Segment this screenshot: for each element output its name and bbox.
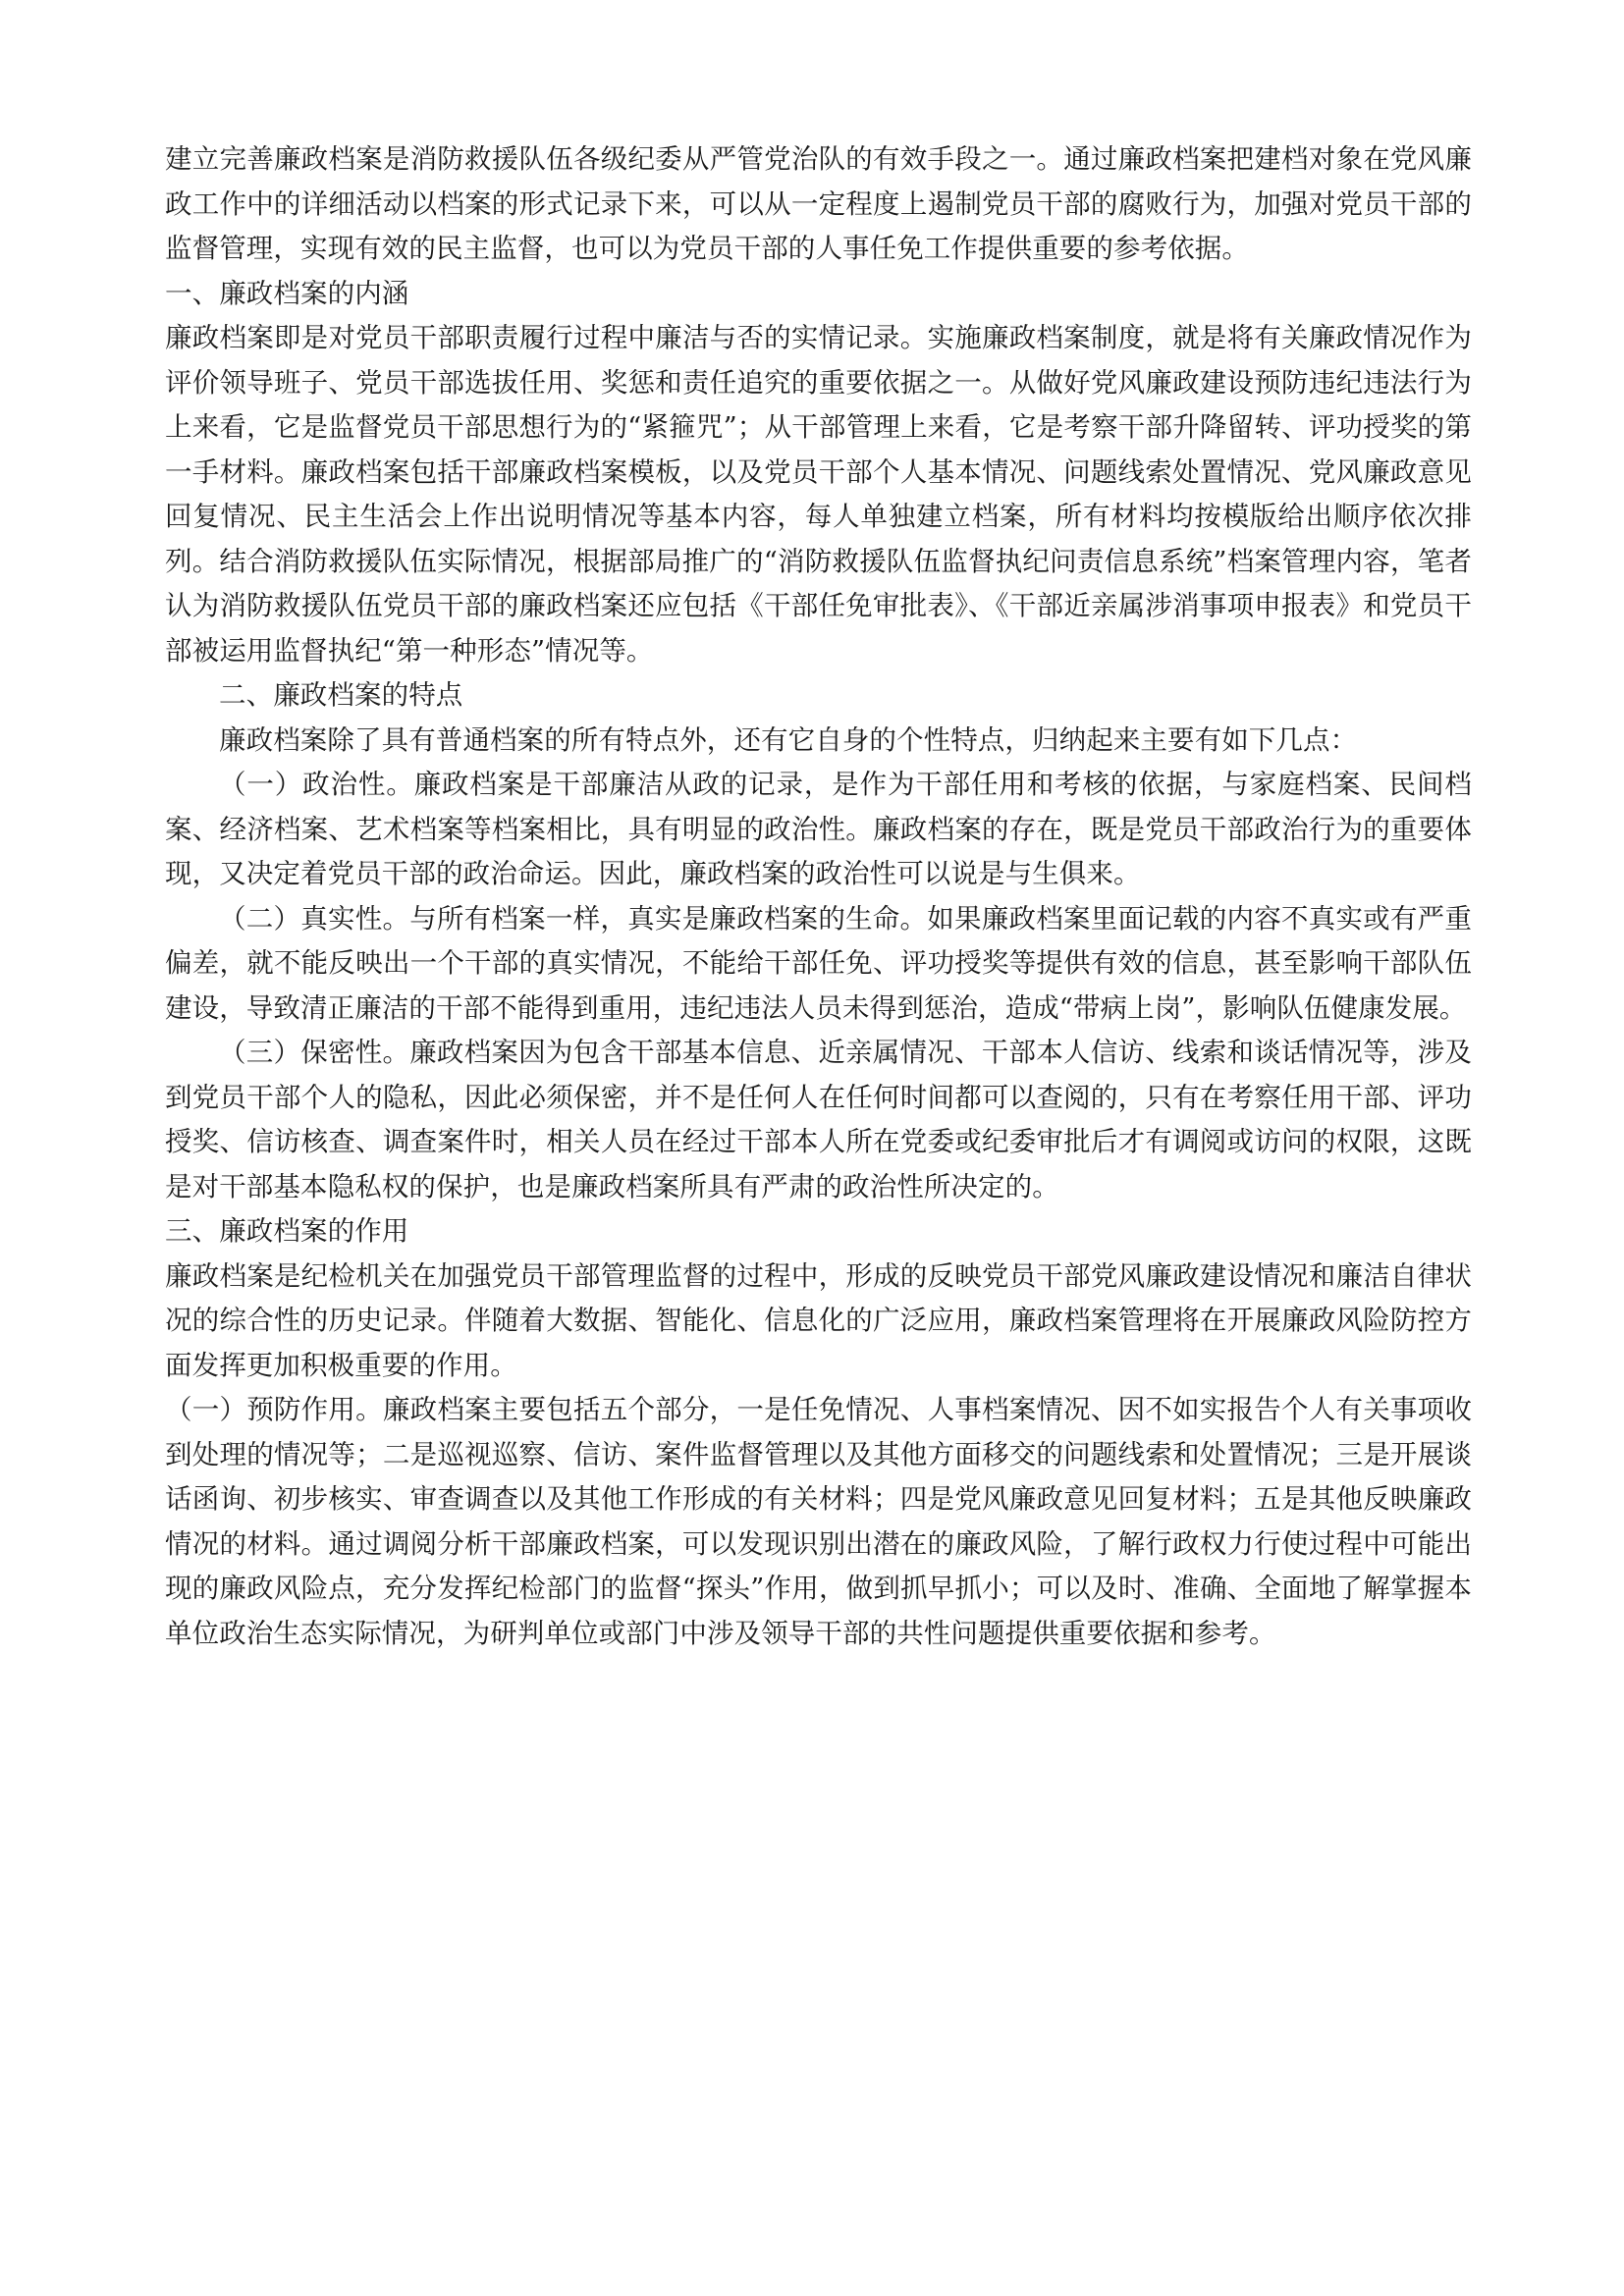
paragraph-section-1-body: 廉政档案即是对党员干部职责履行过程中廉洁与否的实情记录。实施廉政档案制度，就是将有关廉政情况作为评价领导班子、党员干部选拔任用、奖惩和责任追究的重要依据之一。从做好党风廉政建设预防违纪违法行为上来看，它是监督党员干部思想行为的“紧箍咒”；从干部管理上来看，它是考察干部升降留转、评功授奖的第一手材料。廉政档案包括干部廉政档案模板，以及党员干部个人基本情况、问题线索处置情况、党风廉政意见回复情况、民主生活会上作出说明情况等基本内容，每人单独建立档案，所有材料均按模版给出顺序依次排列。结合消防救援队伍实际情况，根据部局推广的“消防救援队伍监督执纪问责信息系统”档案管理内容，笔者认为消防救援队伍党员干部的廉政档案还应包括《干部任免审批表》、《干部近亲属涉消事项申报表》和党员干部被运用监督执纪“第一种形态”情况等。 [165, 322, 1472, 667]
section-heading-3: 三、廉政档案的作用 [165, 1215, 409, 1247]
paragraph-section-3-body: 廉政档案是纪检机关在加强党员干部管理监督的过程中，形成的反映党员干部党风廉政建设情况和廉洁自律状况的综合性的历史记录。伴随着大数据、智能化、信息化的广泛应用，廉政档案管理将在开展廉政风险防控方面发挥更加积极重要的作用。 [165, 1259, 1472, 1381]
paragraph-intro: 建立完善廉政档案是消防救援队伍各级纪委从严管党治队的有效手段之一。通过廉政档案把建档对象在党风廉政工作中的详细活动以档案的形式记录下来，可以从一定程度上遏制党员干部的腐败行为，加强对党员干部的监督管理，实现有效的民主监督，也可以为党员干部的人事任免工作提供重要的参考依据。 [165, 143, 1472, 264]
paragraph-feature-2: （二）真实性。与所有档案一样，真实是廉政档案的生命。如果廉政档案里面记载的内容不真实或有严重偏差，就不能反映出一个干部的真实情况，不能给干部任免、评功授奖等提供有效的信息，甚至影响干部队伍建设，导致清正廉洁的干部不能得到重用，违纪违法人员未得到惩治，造成“带病上岗”，影响队伍健康发展。 [165, 902, 1472, 1024]
paragraph-feature-3: （三）保密性。廉政档案因为包含干部基本信息、近亲属情况、干部本人信访、线索和谈话情况等，涉及到党员干部个人的隐私，因此必须保密，并不是任何人在任何时间都可以查阅的，只有在考察任用干部、评功授奖、信访核查、调查案件时，相关人员在经过干部本人所在党委或纪委审批后才有调阅或访问的权限，这既是对干部基本隐私权的保护，也是廉政档案所具有严肃的政治性所决定的。 [165, 1037, 1472, 1202]
paragraph-role-1: （一）预防作用。廉政档案主要包括五个部分，一是任免情况、人事档案情况、因不如实报告个人有关事项收到处理的情况等；二是巡视巡察、信访、案件监督管理以及其他方面移交的问题线索和处置情况；三是开展谈话函询、初步核实、审查调查以及其他工作形成的有关材料；四是党风廉政意见回复材料；五是其他反映廉政情况的材料。通过调阅分析干部廉政档案，可以发现识别出潜在的廉政风险，了解行政权力行使过程中可能出现的廉政风险点，充分发挥纪检部门的监督“探头”作用，做到抓早抓小；可以及时、准确、全面地了解掌握本单位政治生态实际情况，为研判单位或部门中涉及领导干部的共性问题提供重要依据和参考。 [165, 1394, 1472, 1649]
paragraph-section-2-intro: 廉政档案除了具有普通档案的所有特点外，还有它自身的个性特点，归纳起来主要有如下几点： [219, 723, 1358, 756]
document-body [165, 137, 1472, 1656]
paragraph-feature-1: （一）政治性。廉政档案是干部廉洁从政的记录，是作为干部任用和考核的依据，与家庭档案、民间档案、经济档案、艺术档案等档案相比，具有明显的政治性。廉政档案的存在，既是党员干部政治行为的重要体现，又决定着党员干部的政治命运。因此，廉政档案的政治性可以说是与生俱来。 [165, 769, 1472, 889]
section-heading-2: 二、廉政档案的特点 [219, 679, 463, 711]
section-heading-1: 一、廉政档案的内涵 [165, 277, 409, 309]
